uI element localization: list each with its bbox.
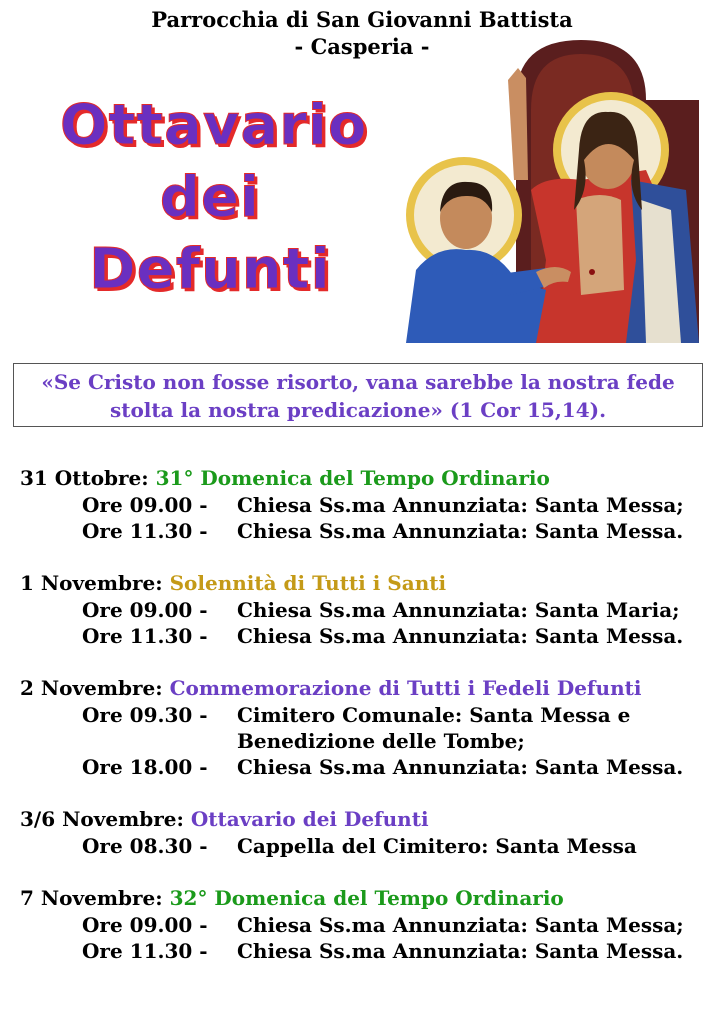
title-line-1: Ottavario [60, 93, 368, 158]
entry-description: Cimitero Comunale: Santa Messa e Benedizione delle Tombe; [237, 703, 631, 753]
quote-line-1: «Se Cristo non fosse risorto, vana sarebbe la nostra fede [41, 370, 675, 394]
entry-time: Ore 11.30 - [82, 624, 208, 648]
entry-description: Cappella del Cimitero: Santa Messa [237, 834, 637, 858]
entry-time: Ore 09.00 - [82, 913, 208, 937]
entry-description: Chiesa Ss.ma Annunziata: Santa Messa. [237, 519, 684, 543]
entry-time: Ore 09.00 - [82, 493, 208, 517]
christ-and-thomas-icon [396, 40, 699, 343]
day-event: Solennità di Tutti i Santi [169, 571, 447, 595]
day-event: 31° Domenica del Tempo Ordinario [155, 466, 550, 490]
day-heading [20, 806, 710, 833]
title-line-2: dei [159, 165, 261, 230]
day-date: 31 Ottobre: [20, 466, 149, 490]
schedule-entry [20, 754, 710, 780]
day-date: 1 Novembre: [20, 571, 163, 595]
day-heading [20, 465, 710, 492]
entry-description: Chiesa Ss.ma Annunziata: Santa Messa; [237, 493, 684, 517]
day-heading [20, 570, 710, 597]
schedule-entry [20, 597, 710, 623]
day-date: 2 Novembre: [20, 676, 163, 700]
day-event: Ottavario dei Defunti [190, 807, 429, 831]
schedule-entry [20, 518, 710, 544]
schedule-day [20, 465, 710, 544]
entry-time: Ore 11.30 - [82, 939, 208, 963]
schedule-entry [20, 702, 710, 754]
schedule-entry [20, 492, 710, 518]
entry-description: Chiesa Ss.ma Annunziata: Santa Messa. [237, 939, 684, 963]
day-heading [20, 675, 710, 702]
entry-description: Chiesa Ss.ma Annunziata: Santa Messa; [237, 913, 684, 937]
schedule-list [20, 465, 710, 990]
schedule-day [20, 885, 710, 964]
town-name: - Casperia - [294, 34, 430, 59]
entry-time: Ore 09.30 - [82, 703, 208, 727]
entry-time: Ore 09.00 - [82, 598, 208, 622]
entry-time: Ore 18.00 - [82, 755, 208, 779]
schedule-day [20, 675, 710, 780]
schedule-entry [20, 833, 710, 859]
parish-name: Parrocchia di San Giovanni Battista [151, 7, 573, 32]
day-date: 3/6 Novembre: [20, 807, 184, 831]
schedule-entry [20, 912, 710, 938]
entry-description: Chiesa Ss.ma Annunziata: Santa Messa. [237, 624, 684, 648]
schedule-day [20, 570, 710, 649]
day-heading [20, 885, 710, 912]
title-line-3: Defunti [89, 237, 331, 302]
schedule-day [20, 806, 710, 859]
day-date: 7 Novembre: [20, 886, 163, 910]
day-event: Commemorazione di Tutti i Fedeli Defunti [169, 676, 642, 700]
entry-time: Ore 08.30 - [82, 834, 208, 858]
entry-time: Ore 11.30 - [82, 519, 208, 543]
scripture-quote [13, 363, 703, 427]
schedule-entry [20, 623, 710, 649]
schedule-entry [20, 938, 710, 964]
day-event: 32° Domenica del Tempo Ordinario [169, 886, 564, 910]
entry-description: Chiesa Ss.ma Annunziata: Santa Messa. [237, 755, 684, 779]
page-title [60, 90, 368, 306]
quote-line-2: stolta la nostra predicazione» (1 Cor 15,14). [109, 398, 607, 422]
entry-description: Chiesa Ss.ma Annunziata: Santa Maria; [237, 598, 680, 622]
